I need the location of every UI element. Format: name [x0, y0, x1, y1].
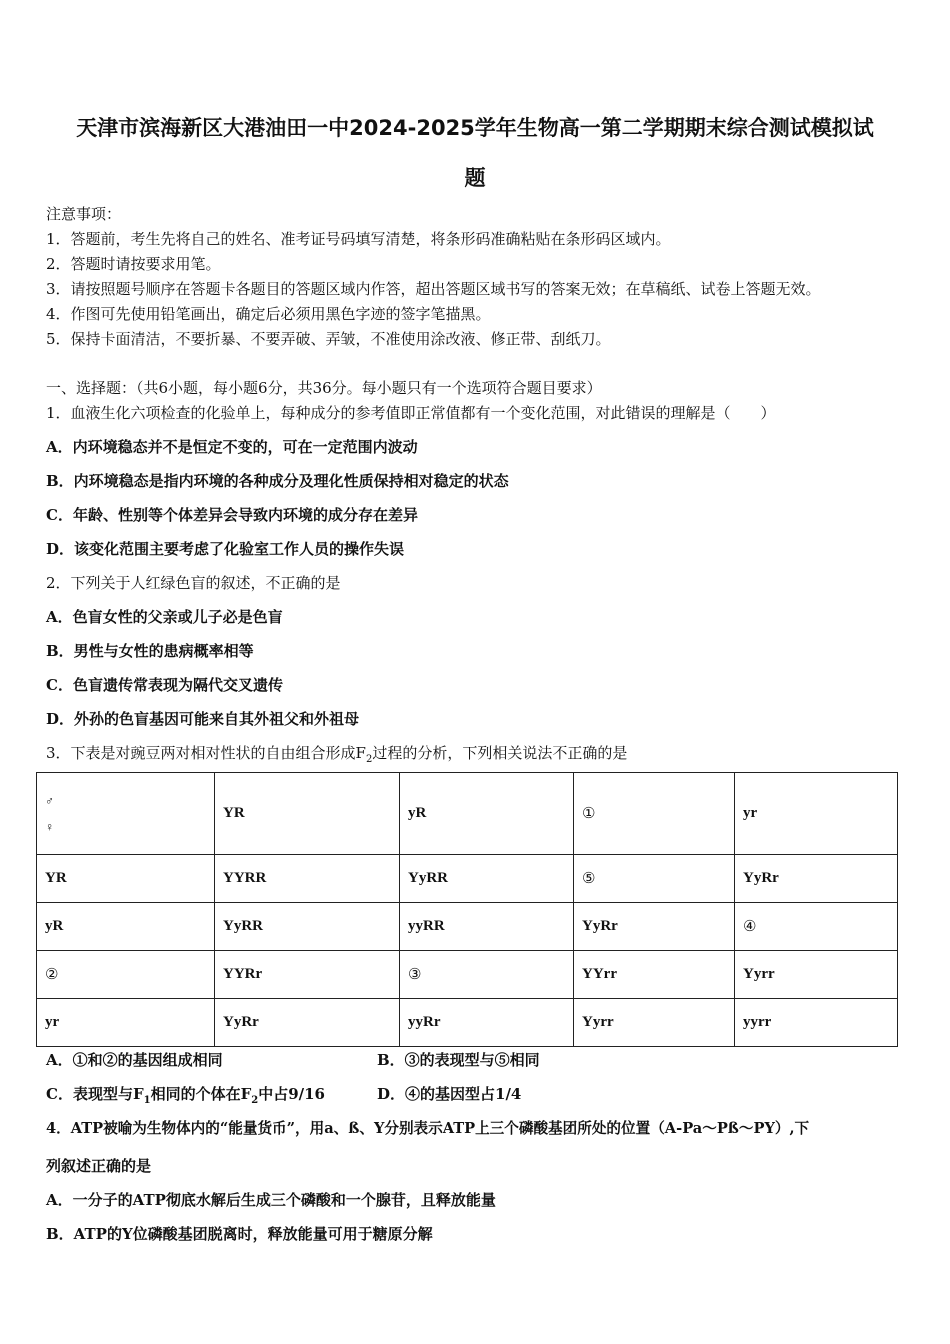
header-cell: ① — [574, 773, 735, 855]
table-row — [37, 855, 898, 903]
table-cell: ② — [37, 951, 215, 999]
table-header-row — [37, 773, 898, 855]
table-row — [37, 951, 898, 999]
table-cell: ③ — [400, 951, 574, 999]
genotype-table — [36, 772, 898, 1047]
table-cell: Yyrr — [574, 999, 735, 1047]
table-cell: YyRr — [215, 999, 400, 1047]
q3-option-c: C．表现型与$F_1$相同的个体在$F_2$中占9/16 — [46, 1085, 325, 1106]
section-heading: 一、选择题：（共6小题，每小题6分，共36分。每小题只有一个选项符合题目要求） — [46, 379, 602, 397]
note-item-5: 5．保持卡面清洁，不要折暴、不要弄破、弄皱，不准使用涂改液、修正带、刮纸刀。 — [46, 330, 611, 348]
table-cell: yyRr — [400, 999, 574, 1047]
table-cell: ⑤ — [574, 855, 735, 903]
q4-option-b: B．ATP的Y位磷酸基团脱离时，释放能量可用于糖原分解 — [46, 1225, 433, 1243]
q1-option-a: A．内环境稳态并不是恒定不变的，可在一定范围内波动 — [46, 438, 418, 456]
header-cell: yR — [400, 773, 574, 855]
q3-stem: 3．下表是对豌豆两对相对性状的自由组合形成$F_2$过程的分析，下列相关说法不正确的是 — [46, 744, 628, 765]
q1-option-c: C．年龄、性别等个体差异会导致内环境的成分存在差异 — [46, 506, 418, 524]
header-cell: yr — [735, 773, 898, 855]
q2-option-b: B．男性与女性的患病概率相等 — [46, 642, 254, 660]
page-title: 天津市滨海新区大港油田一中2024-2025学年生物高一第二学期期末综合测试模拟试 — [76, 116, 874, 140]
q4-stem-line1: 4．ATP被喻为生物体内的“能量货币”，用a、ß、Y分别表示ATP上三个磷酸基团所处的位置（A-Pa～Pß～PY）,下 — [46, 1120, 810, 1137]
q4-option-a: A．一分子的ATP彻底水解后生成三个磷酸和一个腺苷，且释放能量 — [46, 1191, 496, 1209]
q4-stem-line2: 列叙述正确的是 — [46, 1157, 152, 1175]
q2-option-d: D．外孙的色盲基因可能来自其外祖父和外祖母 — [46, 710, 360, 728]
note-item-1: 1．答题前，考生先将自己的姓名、准考证号码填写清楚，将条形码准确粘贴在条形码区域内。 — [46, 230, 671, 248]
q2-option-c: C．色盲遗传常表现为隔代交叉遗传 — [46, 676, 283, 694]
male-symbol: ♂ — [45, 793, 54, 808]
table-cell: YyRR — [215, 903, 400, 951]
note-item-2: 2．答题时请按要求用笔。 — [46, 255, 221, 273]
table-row — [37, 903, 898, 951]
sex-corner-cell — [37, 773, 215, 855]
table-cell: yr — [37, 999, 215, 1047]
q2-option-a: A．色盲女性的父亲或儿子必是色盲 — [46, 608, 283, 626]
note-item-4: 4．作图可先使用铅笔画出，确定后必须用黑色字迹的签字笔描黑。 — [46, 305, 491, 323]
q1-stem: 1．血液生化六项检查的化验单上，每种成分的参考值即正常值都有一个变化范围，对此错误的理解是（ ） — [46, 404, 776, 422]
q3-option-b: B．③的表现型与⑤相同 — [377, 1051, 540, 1069]
table-cell: YR — [37, 855, 215, 903]
table-cell: YYRr — [215, 951, 400, 999]
table-cell: YyRr — [574, 903, 735, 951]
table-cell: YYRR — [215, 855, 400, 903]
table-cell: YYrr — [574, 951, 735, 999]
header-cell: YR — [215, 773, 400, 855]
female-symbol: ♀ — [45, 819, 54, 834]
page-title-cont: 题 — [464, 166, 486, 190]
q2-stem: 2．下列关于人红绿色盲的叙述，不正确的是 — [46, 574, 341, 592]
table-cell: YyRR — [400, 855, 574, 903]
q1-option-b: B．内环境稳态是指内环境的各种成分及理化性质保持相对稳定的状态 — [46, 472, 509, 490]
table-cell: ④ — [735, 903, 898, 951]
q1-option-d: D．该变化范围主要考虑了化验室工作人员的操作失误 — [46, 540, 405, 558]
table-row — [37, 999, 898, 1047]
table-cell: yyRR — [400, 903, 574, 951]
note-item-3: 3．请按照题号顺序在答题卡各题目的答题区域内作答，超出答题区域书写的答案无效；在草稿纸、试卷上答题无效。 — [46, 280, 821, 298]
q3-option-d: D．④的基因型占1/4 — [377, 1085, 522, 1103]
table-cell: Yyrr — [735, 951, 898, 999]
table-cell: yR — [37, 903, 215, 951]
table-cell: YyRr — [735, 855, 898, 903]
table-cell: yyrr — [735, 999, 898, 1047]
notes-heading: 注意事项： — [46, 205, 122, 223]
q3-option-a: A．①和②的基因组成相同 — [46, 1051, 223, 1069]
